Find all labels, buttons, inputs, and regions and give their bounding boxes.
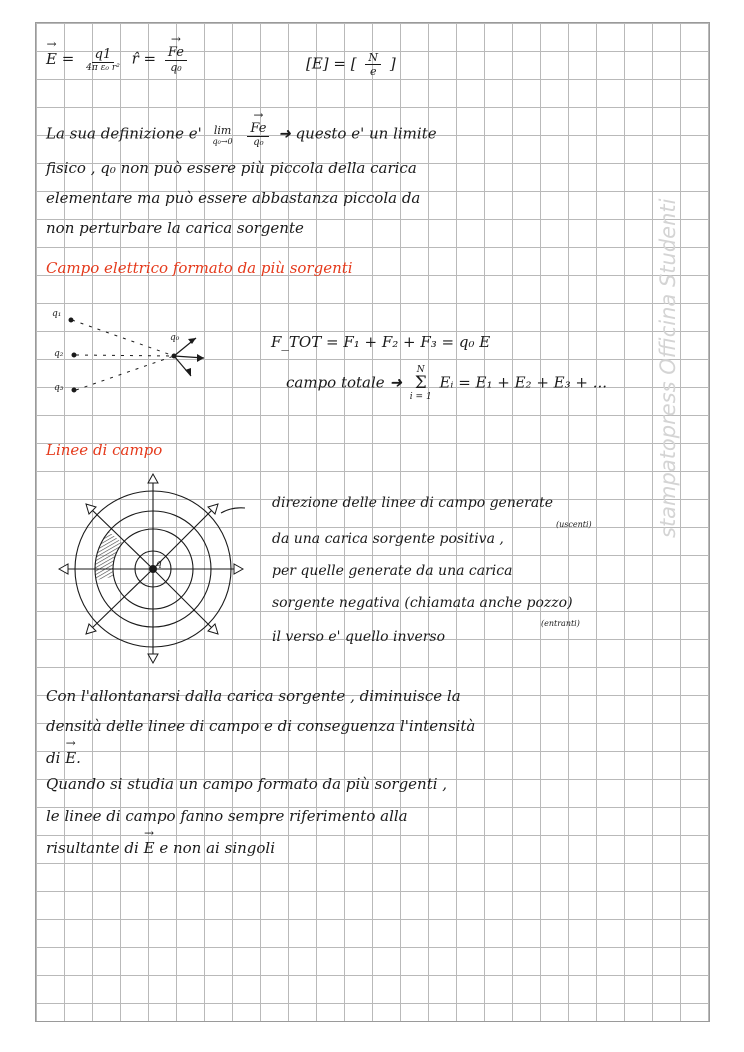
note-entranti: (entranti) xyxy=(541,619,580,628)
conclusion-line-5: le linee di campo fanno sempre riferimento alla xyxy=(46,807,408,825)
definition-line-2: fisico , q₀ non può essere più piccola della carica xyxy=(46,159,417,177)
label-q1: q₁ xyxy=(52,309,62,319)
conclusion-line-3: di → E. xyxy=(46,749,81,767)
field-line-up-right xyxy=(153,507,215,569)
section-heading-field-lines: Linee di campo xyxy=(46,441,163,459)
field-lines-text-3: per quelle generate da una carica xyxy=(272,563,513,579)
conclusion-singoli: e non ai singoli xyxy=(159,839,276,857)
shaded-region xyxy=(81,508,153,583)
field-lines-text-1: direzione delle linee di campo generate xyxy=(272,495,554,511)
conclusion-risultante: risultante di xyxy=(46,839,139,857)
charge-q0: q₀ xyxy=(170,61,182,74)
units-denominator: e xyxy=(369,65,377,78)
definition-line-4: non perturbare la carica sorgente xyxy=(46,219,304,237)
conclusion-line-1: Con l'allontanarsi dalla carica sorgente , diminuisce la xyxy=(46,687,461,705)
coulomb-field-formula: → E = $\frac{q1}{\text{4π ε₀ r²}}$ r̂ = → $\frac{Fe}{\text{q₀}}$ xyxy=(46,45,191,74)
conclusion-line-6 xyxy=(46,839,275,857)
units-lhs: [E] = [ xyxy=(306,54,357,73)
units-rhs: ] xyxy=(389,54,396,73)
field-lines-text-2: da una carica sorgente positiva , xyxy=(272,531,504,547)
definition-line-1 xyxy=(46,121,437,148)
annotation-pointer xyxy=(221,508,245,513)
force-fe: → Fe xyxy=(165,45,187,61)
definition-line-3: elementare ma può essere abbastanza piccola da xyxy=(46,189,421,207)
definition-text-end: ➜ questo e' un limite xyxy=(278,124,437,143)
field-lines-text-5: il verso e' quello inverso xyxy=(272,629,446,645)
label-q0: q₀ xyxy=(170,333,180,343)
sum-upper-limit: N xyxy=(416,365,425,375)
total-field-label: campo totale ➜ xyxy=(286,373,403,392)
charge-q2-dot xyxy=(72,353,76,357)
note-uscenti: (uscenti) xyxy=(556,520,592,529)
total-force-formula: F_TOT = F₁ + F₂ + F₃ = q₀ E xyxy=(271,333,491,351)
formula-numerator: q1 xyxy=(92,47,115,63)
field-line-down-right xyxy=(153,569,215,631)
unit-vector-r: r̂ xyxy=(131,49,139,68)
watermark: stampatopress Officina Studenti xyxy=(656,198,680,538)
total-field-formula: campo totale ➜ N Σ i = 1 Eᵢ = E₁ + E₂ + E₃ + ... xyxy=(286,365,608,402)
sum-expansion: Eᵢ = E₁ + E₂ + E₃ + ... xyxy=(439,373,608,392)
limit-denominator: q₀ xyxy=(253,137,264,148)
conclusion-line-4: Quando si studia un campo formato da più sorgenti , xyxy=(46,775,448,793)
e-vector-symbol-3: → E xyxy=(144,839,155,857)
label-q2: q₂ xyxy=(54,349,64,359)
section-heading-multiple-sources: Campo elettrico formato da più sorgenti xyxy=(46,259,353,277)
conclusion-line-2: densità delle linee di campo e di conseguenza l'intensità xyxy=(46,717,476,735)
charge-q3-dot xyxy=(72,388,76,392)
limit-subscript: q₀→0 xyxy=(212,136,233,146)
label-q3: q₃ xyxy=(54,383,64,393)
limit-numerator: → Fe xyxy=(247,121,269,137)
field-lines-text-4: sorgente negativa (chiamata anche pozzo) xyxy=(272,595,573,611)
units-formula xyxy=(306,51,396,78)
notebook-sheet xyxy=(35,22,710,1022)
formula-denominator: 4π ε₀ r² xyxy=(86,62,120,73)
definition-text: La sua definizione e' xyxy=(46,124,202,143)
field-lines-diagram xyxy=(61,473,231,663)
e-vector-symbol-2: → E xyxy=(65,749,76,767)
center-charge-label: q xyxy=(156,559,162,569)
sum-lower-limit: i = 1 xyxy=(409,392,432,402)
e-vector-symbol: → E xyxy=(46,50,57,68)
limit-label: lim xyxy=(213,123,232,137)
superposition-sketch xyxy=(46,308,226,408)
units-numerator: N xyxy=(365,51,381,65)
conclusion-di: di xyxy=(46,749,61,767)
